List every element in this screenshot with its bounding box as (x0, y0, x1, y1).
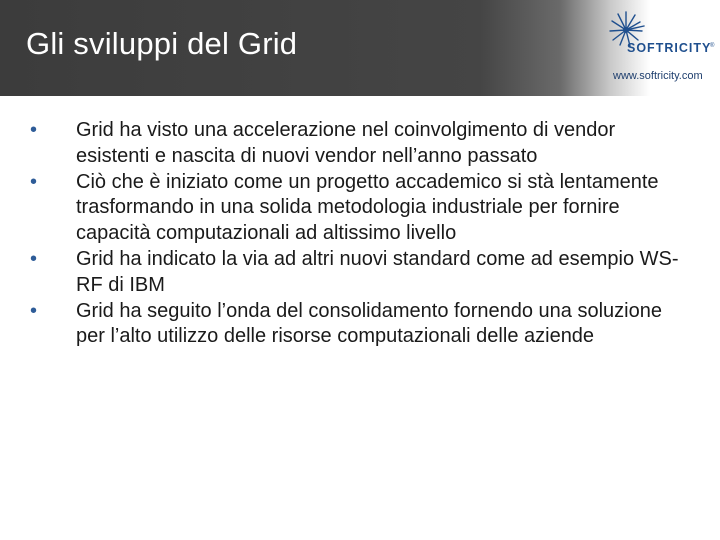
bullet-dot-icon: • (30, 299, 38, 322)
bullet-text: Grid ha indicato la via ad altri nuovi standard come ad esempio WS-RF di IBM (76, 247, 679, 296)
bullet-item (30, 170, 690, 247)
bullet-text: Grid ha seguito l’onda del consolidamento fornendo una soluzione per l’alto utilizzo delle risorse computazionali delle aziende (76, 299, 662, 348)
bullet-list (30, 118, 690, 350)
bullet-dot-icon: • (30, 119, 38, 141)
bullet-text: Ciò che è iniziato come un progetto accademico si stà lentamente trasformando in una solida metodologia industriale per fornire capacità computazionali ad altissimo livello (76, 170, 659, 245)
bullet-item (30, 299, 690, 351)
bullet-text: Grid ha visto una accelerazione nel coinvolgimento di vendor esistenti e nascita di nuovi vendor nell’anno passato (76, 119, 616, 167)
bullet-dot-icon: • (30, 247, 38, 270)
website-url: www.softricity.com (613, 70, 703, 82)
logo-brand-text: SOFTRICITY (627, 41, 712, 55)
bullet-item (30, 118, 690, 170)
bullet-item (30, 247, 690, 299)
bullet-dot-icon: • (30, 170, 38, 193)
slide-title: Gli sviluppi del Grid (26, 26, 298, 61)
logo-trademark: ® (710, 43, 715, 49)
softricity-starburst-logo-icon (604, 10, 718, 66)
